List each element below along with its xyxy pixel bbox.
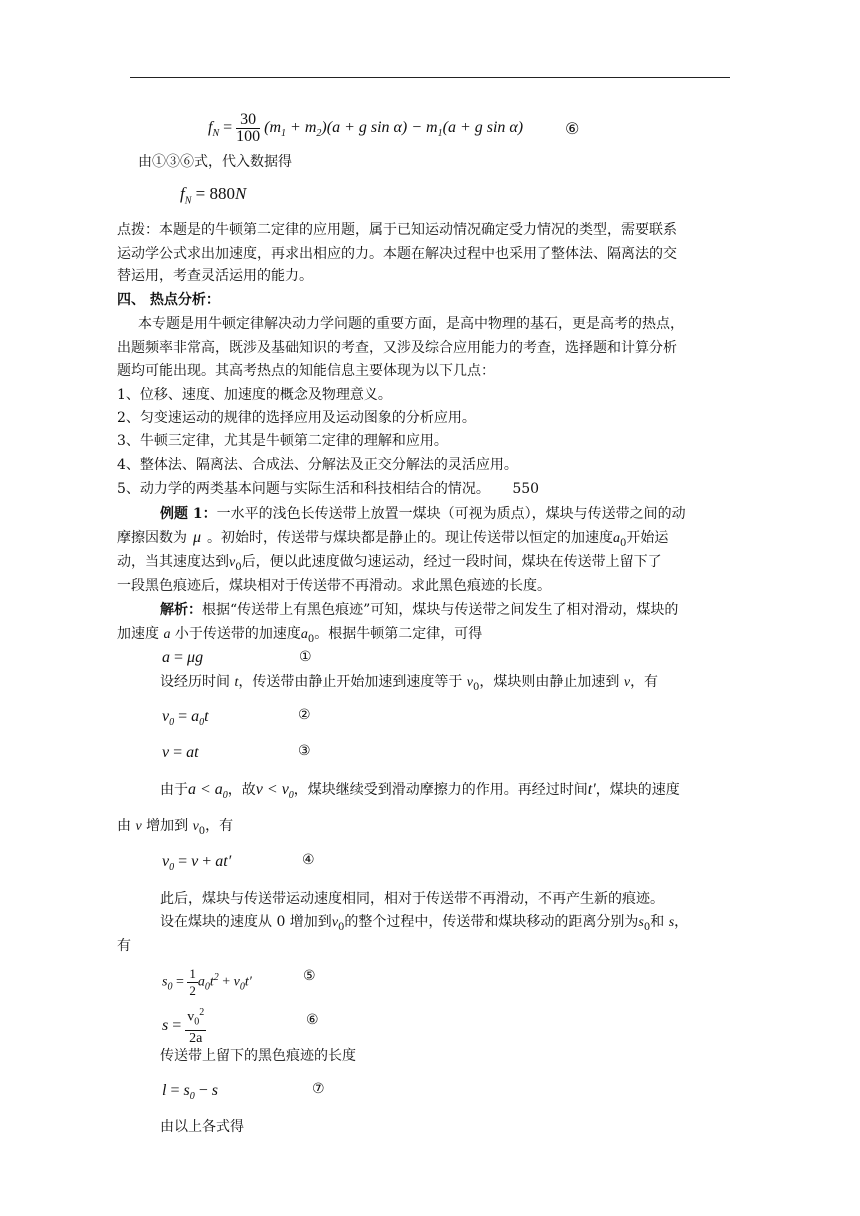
equation-1: a = μg <box>162 649 204 666</box>
after-text: 此后，煤块与传送带运动速度相同，相对于传送带不再滑动，不再产生新的痕迹。 <box>160 891 664 907</box>
equation-5: $s_0$ = $\frac{1}{2}$ $a_0t^2 + v_0t'$ <box>162 965 252 998</box>
you-text: 有 <box>117 938 131 954</box>
text: 设在煤块的速度从 0 增加到 <box>160 914 332 930</box>
fraction-denominator: 100 <box>236 127 261 145</box>
text: 设经历时间 <box>160 674 230 690</box>
equation-tag-1: ① <box>299 649 312 665</box>
equation-4: $v_0 = v + at'$ <box>162 853 232 874</box>
equation-tag-6b: ⑥ <box>306 1012 319 1028</box>
analysis-line-1 <box>160 600 678 620</box>
text: ，煤块则由静止加速到 <box>479 674 620 690</box>
text: 的整个过程中，传送带和煤块移动的距离分别为 <box>344 914 639 930</box>
final-text: 由以上各式得 <box>160 1119 244 1135</box>
equation-6: s = $\frac{v_0^2}{2a}$ <box>162 1007 205 1047</box>
substitution-text: 由①③⑥式，代入数据得 <box>138 154 292 170</box>
example-text: 一水平的浅色长传送带上放置一煤块（可视为质点），煤块与传送带之间的动 <box>216 506 686 522</box>
example-line-1 <box>160 504 686 524</box>
example-line-2: 摩擦因数为 μ 。初始时，传送带与煤块都是静止的。现让传送带以恒定的加速度$a_0$开始运 <box>117 529 669 549</box>
hint-line-2: 运动学公式求出加速度，再求出相应的力。本题在解决过程中也采用了整体法、隔离法的交 <box>117 246 677 262</box>
list-item-text: 5、动力学的两类基本问题与实际生活和科技相结合的情况。 <box>117 481 490 497</box>
example-text: 。初始时，传送带与煤块都是静止的。现让传送带以恒定的加速度 <box>207 530 614 546</box>
section-heading: 四、 热点分析： <box>117 292 220 308</box>
analysis-text: 小于传送带的加速度 <box>174 626 301 642</box>
text: ，煤块继续受到滑动摩擦力的作用。再经过时间 <box>293 782 588 798</box>
intro-line-2: 出题频率非常高，既涉及基础知识的考查，又涉及综合应用能力的考查，选择题和计算分析 <box>117 340 677 356</box>
distance-text: 设在煤块的速度从 0 增加到$v_0$的整个过程中，传送带和煤块移动的距离分别为$s_0$和 s， <box>160 914 689 933</box>
hint-line-1: 点拨：本题是的牛顿第二定律的应用题，属于已知运动情况确定受力情况的类型，需要联系 <box>117 222 677 238</box>
example-text: 摩擦因数为 <box>117 530 187 546</box>
equation-tag-7: ⑦ <box>312 1081 325 1097</box>
page-number: 550 <box>512 481 540 497</box>
analysis-label: 解析： <box>160 602 202 618</box>
equation-tag-4: ④ <box>302 852 315 868</box>
list-item: 1、位移、速度、加速度的概念及物理意义。 <box>117 387 392 403</box>
text: ， <box>674 914 689 930</box>
increase-text: 由 v 增加到 $v_0$，有 <box>117 818 234 837</box>
equation-tag-3: ③ <box>298 743 311 759</box>
example-text: 后，便以此速度做匀速运动，经过一段时间，煤块在传送带上留下了 <box>241 554 662 570</box>
hint-line-3: 替运用，考查灵活运用的能力。 <box>117 268 313 284</box>
example-label: 例题 1： <box>160 506 217 522</box>
equation-2: $v_0 = a_0t$ <box>162 708 209 729</box>
equation-friction-force: $f_N$ = $\frac{30}{100}$ $(m_1 + m_2)(a + g$ $\sin \alpha) - m_1(a + g$ sin α) <box>208 110 524 145</box>
list-item: 3、牛顿三定律，尤其是牛顿第二定律的理解和应用。 <box>117 433 448 449</box>
fraction-numerator: 30 <box>236 112 260 129</box>
text: ，传送带由静止开始加速到速度等于 <box>238 674 463 690</box>
since-text: 由于$a < a_0$，故$v < v_0$，煤块继续受到滑动摩擦力的作用。再经过时间t′，煤块的速度 <box>160 781 680 802</box>
example-text: 开始运 <box>626 530 669 546</box>
equation-tag-5: ⑤ <box>303 968 316 984</box>
text: 由 <box>117 818 131 834</box>
list-item: 2、匀变速运动的规律的选择应用及运动图象的分析应用。 <box>117 410 476 426</box>
text: ，故 <box>227 782 256 798</box>
text: ，有 <box>630 674 659 690</box>
equation-7: $l = s_0 - s$ <box>162 1082 218 1103</box>
text: 增加到 <box>146 818 189 834</box>
equation-tag-6: ⑥ <box>565 119 580 138</box>
example-line-4: 一段黑色痕迹后，煤块相对于传送带不再滑动。求此黑色痕迹的长度。 <box>117 578 551 594</box>
analysis-text: 。根据牛顿第二定律，可得 <box>314 626 483 642</box>
equation-tag-2: ② <box>298 707 311 723</box>
analysis-text: 根据“传送带上有黑色痕迹”可知，煤块与传送带之间发生了相对滑动，煤块的 <box>202 602 679 618</box>
equation-3: v = at <box>162 744 199 761</box>
trace-text: 传送带上留下的黑色痕迹的长度 <box>160 1048 356 1064</box>
equation-result: $f_N = 880N$ <box>180 184 247 207</box>
intro-line-3: 题均可能出现。其高考热点的知能信息主要体现为以下几点： <box>117 363 495 379</box>
header-rule <box>130 77 730 78</box>
text: 和 <box>650 914 665 930</box>
text: 由于 <box>160 782 188 798</box>
time-setup-text: 设经历时间 t，传送带由静止开始加速到速度等于 $v_0$，煤块则由静止加速到 v，有 <box>160 674 659 693</box>
analysis-text: 加速度 <box>117 626 159 642</box>
text: ，有 <box>205 818 234 834</box>
list-item: 4、整体法、隔离法、合成法、分解法及正交分解法的灵活应用。 <box>117 457 518 473</box>
analysis-line-2: 加速度 a 小于传送带的加速度$a_0$。根据牛顿第二定律，可得 <box>117 626 483 645</box>
example-line-3: 动，当其速度达到$v_0$后，便以此速度做匀速运动，经过一段时间，煤块在传送带上留下了 <box>117 554 662 573</box>
text: ，煤块的速度 <box>595 782 680 798</box>
intro-line-1: 本专题是用牛顿定律解决动力学问题的重要方面，是高中物理的基石，更是高考的热点， <box>138 316 684 332</box>
list-item <box>117 479 539 499</box>
example-text: 动，当其速度达到 <box>117 554 229 570</box>
